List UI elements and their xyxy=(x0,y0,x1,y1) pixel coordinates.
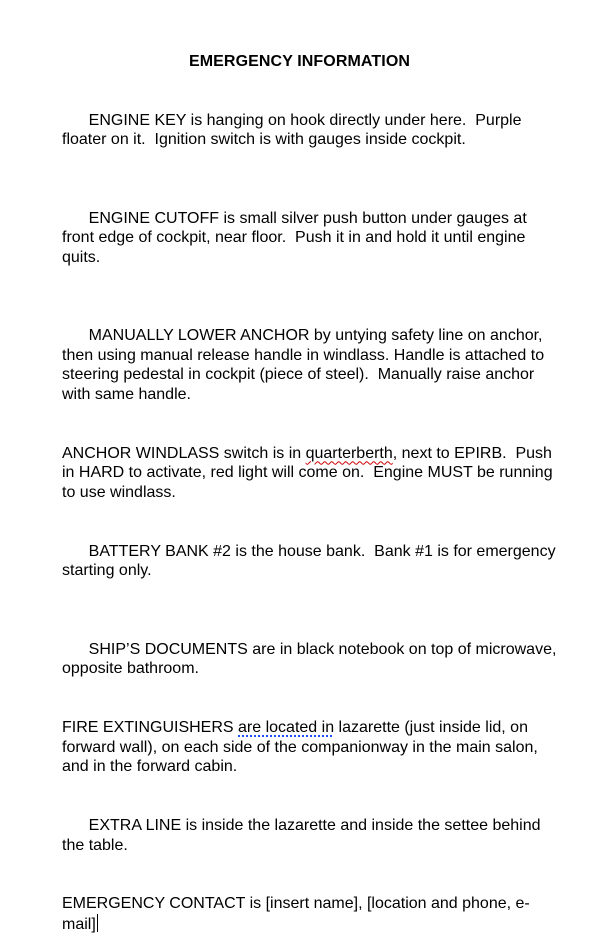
paragraph-text: ENGINE KEY is hanging on hook directly under here. Purple floater on it. Ignition switch is with gauges inside cockpit. xyxy=(62,111,526,149)
paragraph-engine-cutoff[interactable] xyxy=(62,189,559,287)
spelling-flagged-word[interactable]: quarterberth xyxy=(305,444,393,462)
paragraph-text: , next to EPIRB. Push in HARD to activate, red light will come on. Engine MUST be running to use windlass. xyxy=(62,444,558,501)
document-body[interactable] xyxy=(62,91,559,935)
text-cursor xyxy=(97,914,98,932)
paragraph-ships-documents[interactable] xyxy=(62,620,559,698)
paragraph-text: SHIP’S DOCUMENTS are in black notebook on top of microwave, opposite bathroom. xyxy=(62,640,561,678)
paragraph-engine-key[interactable] xyxy=(62,91,559,169)
paragraph-text: EXTRA LINE is inside the lazarette and inside the settee behind the table. xyxy=(62,816,545,854)
paragraph-text: ANCHOR WINDLASS switch is in xyxy=(62,444,306,462)
paragraph-text: FIRE EXTINGUISHERS xyxy=(62,719,239,736)
paragraph-text: MANUALLY LOWER ANCHOR by untying safety line on anchor, then using manual release handle in windlass. Handle is attached to steering pedestal in cockpit (piece of steel). Manually raise anchor with same handle. xyxy=(62,327,549,403)
paragraph-extra-line[interactable] xyxy=(62,796,559,874)
paragraph-lower-anchor[interactable] xyxy=(62,307,559,425)
grammar-flagged-phrase[interactable]: are located in xyxy=(238,719,335,736)
paragraph-text: lazarette (just inside lid, on forward wall), on each side of the companionway in the main salon, and in the forward cabin. xyxy=(62,719,543,776)
paragraph-anchor-windlass[interactable] xyxy=(62,444,559,503)
paragraph-text: EMERGENCY CONTACT is [insert name], [location and phone, e-mail] xyxy=(62,895,530,933)
paragraph-text: BATTERY BANK #2 is the house bank. Bank #1 is for emergency starting only. xyxy=(62,542,561,580)
paragraph-emergency-contact[interactable] xyxy=(62,894,559,934)
page-title: EMERGENCY INFORMATION xyxy=(188,53,411,70)
paragraph-text: ENGINE CUTOFF is small silver push button under gauges at front edge of cockpit, near floor. Push it in and hold it until engine quits. xyxy=(62,209,532,266)
paragraph-battery-bank[interactable] xyxy=(62,522,559,600)
paragraph-fire-extinguishers[interactable] xyxy=(62,718,559,777)
